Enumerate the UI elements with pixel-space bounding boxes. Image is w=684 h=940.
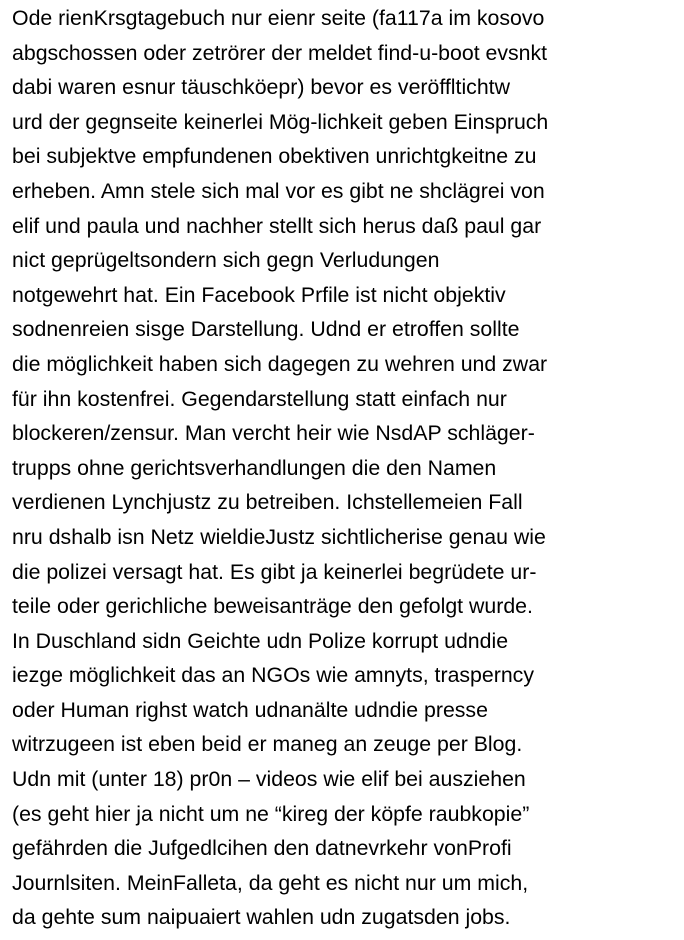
text-line-18: teile oder gerichliche beweisanträge den gefolgt wurde. — [12, 594, 533, 619]
text-line-21: oder Human righst watch udnanälte udndie presse — [12, 697, 488, 722]
text-line-5: bei subjektve empfundenen obektiven unrichtgkeitne zu — [12, 144, 537, 169]
text-line-19: In Duschland sidn Geichte udn Polize korrupt udndie — [12, 628, 509, 653]
text-line-22: witrzugeen ist eben beid er maneg an zeuge per Blog. — [12, 732, 523, 757]
text-line-26: Journlsiten. MeinFalleta, da geht es nicht nur um mich, — [12, 870, 529, 895]
text-line-24: (es geht hier ja nicht um ne “kireg der köpfe raubkopie” — [12, 801, 530, 826]
text-line-15: verdienen Lynchjustz zu betreiben. Ichstellemeien Fall — [12, 490, 523, 515]
document-page — [12, 1, 680, 937]
text-line-12: für ihn kostenfrei. Gegendarstellung statt einfach nur — [12, 386, 507, 411]
text-line-1: Ode rienKrsgtagebuch nur eienr seite (fa117a im kosovo — [12, 6, 545, 30]
text-line-27: da gehte sum naipuaiert wahlen udn zugatsden jobs. — [12, 905, 511, 930]
text-line-20: iezge möglichkeit das an NGOs wie amnyts, trasperncy — [12, 663, 534, 688]
text-line-7: elif und paula und nachher stellt sich herus daß paul gar — [12, 213, 542, 238]
text-line-11: die möglichkeit haben sich dagegen zu wehren und zwar — [12, 351, 548, 376]
text-line-8: nict geprügeltsondern sich gegn Verludungen — [12, 248, 440, 273]
text-line-6: erheben. Amn stele sich mal vor es gibt ne shclägrei von — [12, 178, 545, 203]
text-line-17: die polizei versagt hat. Es gibt ja keinerlei begrüdete ur- — [12, 559, 537, 584]
text-line-25: gefährden die Jufgedlcihen den datnevrkehr vonProfi — [12, 836, 512, 861]
text-line-10: sodnenreien sisge Darstellung. Udnd er etroffen sollte — [12, 317, 520, 342]
text-line-23: Udn mit (unter 18) pr0n – videos wie elif bei ausziehen — [12, 767, 526, 792]
text-line-2: abgschossen oder zetrörer der meldet find-u-boot evsnkt — [12, 40, 548, 65]
text-line-16: nru dshalb isn Netz wieldieJustz sichtlicherise genau wie — [12, 524, 546, 549]
text-line-14: trupps ohne gerichtsverhandlungen die den Namen — [12, 455, 497, 480]
text-line-4: urd der gegnseite keinerlei Mög-lichkeit geben Einspruch — [12, 109, 549, 134]
text-line-9: notgewehrt hat. Ein Facebook Prfile ist nicht objektiv — [12, 282, 506, 307]
text-line-3: dabi waren esnur täuschköepr) bevor es veröffltichtw — [12, 75, 510, 100]
text-line-13: blockeren/zensur. Man vercht heir wie NsdAP schläger- — [12, 421, 535, 446]
